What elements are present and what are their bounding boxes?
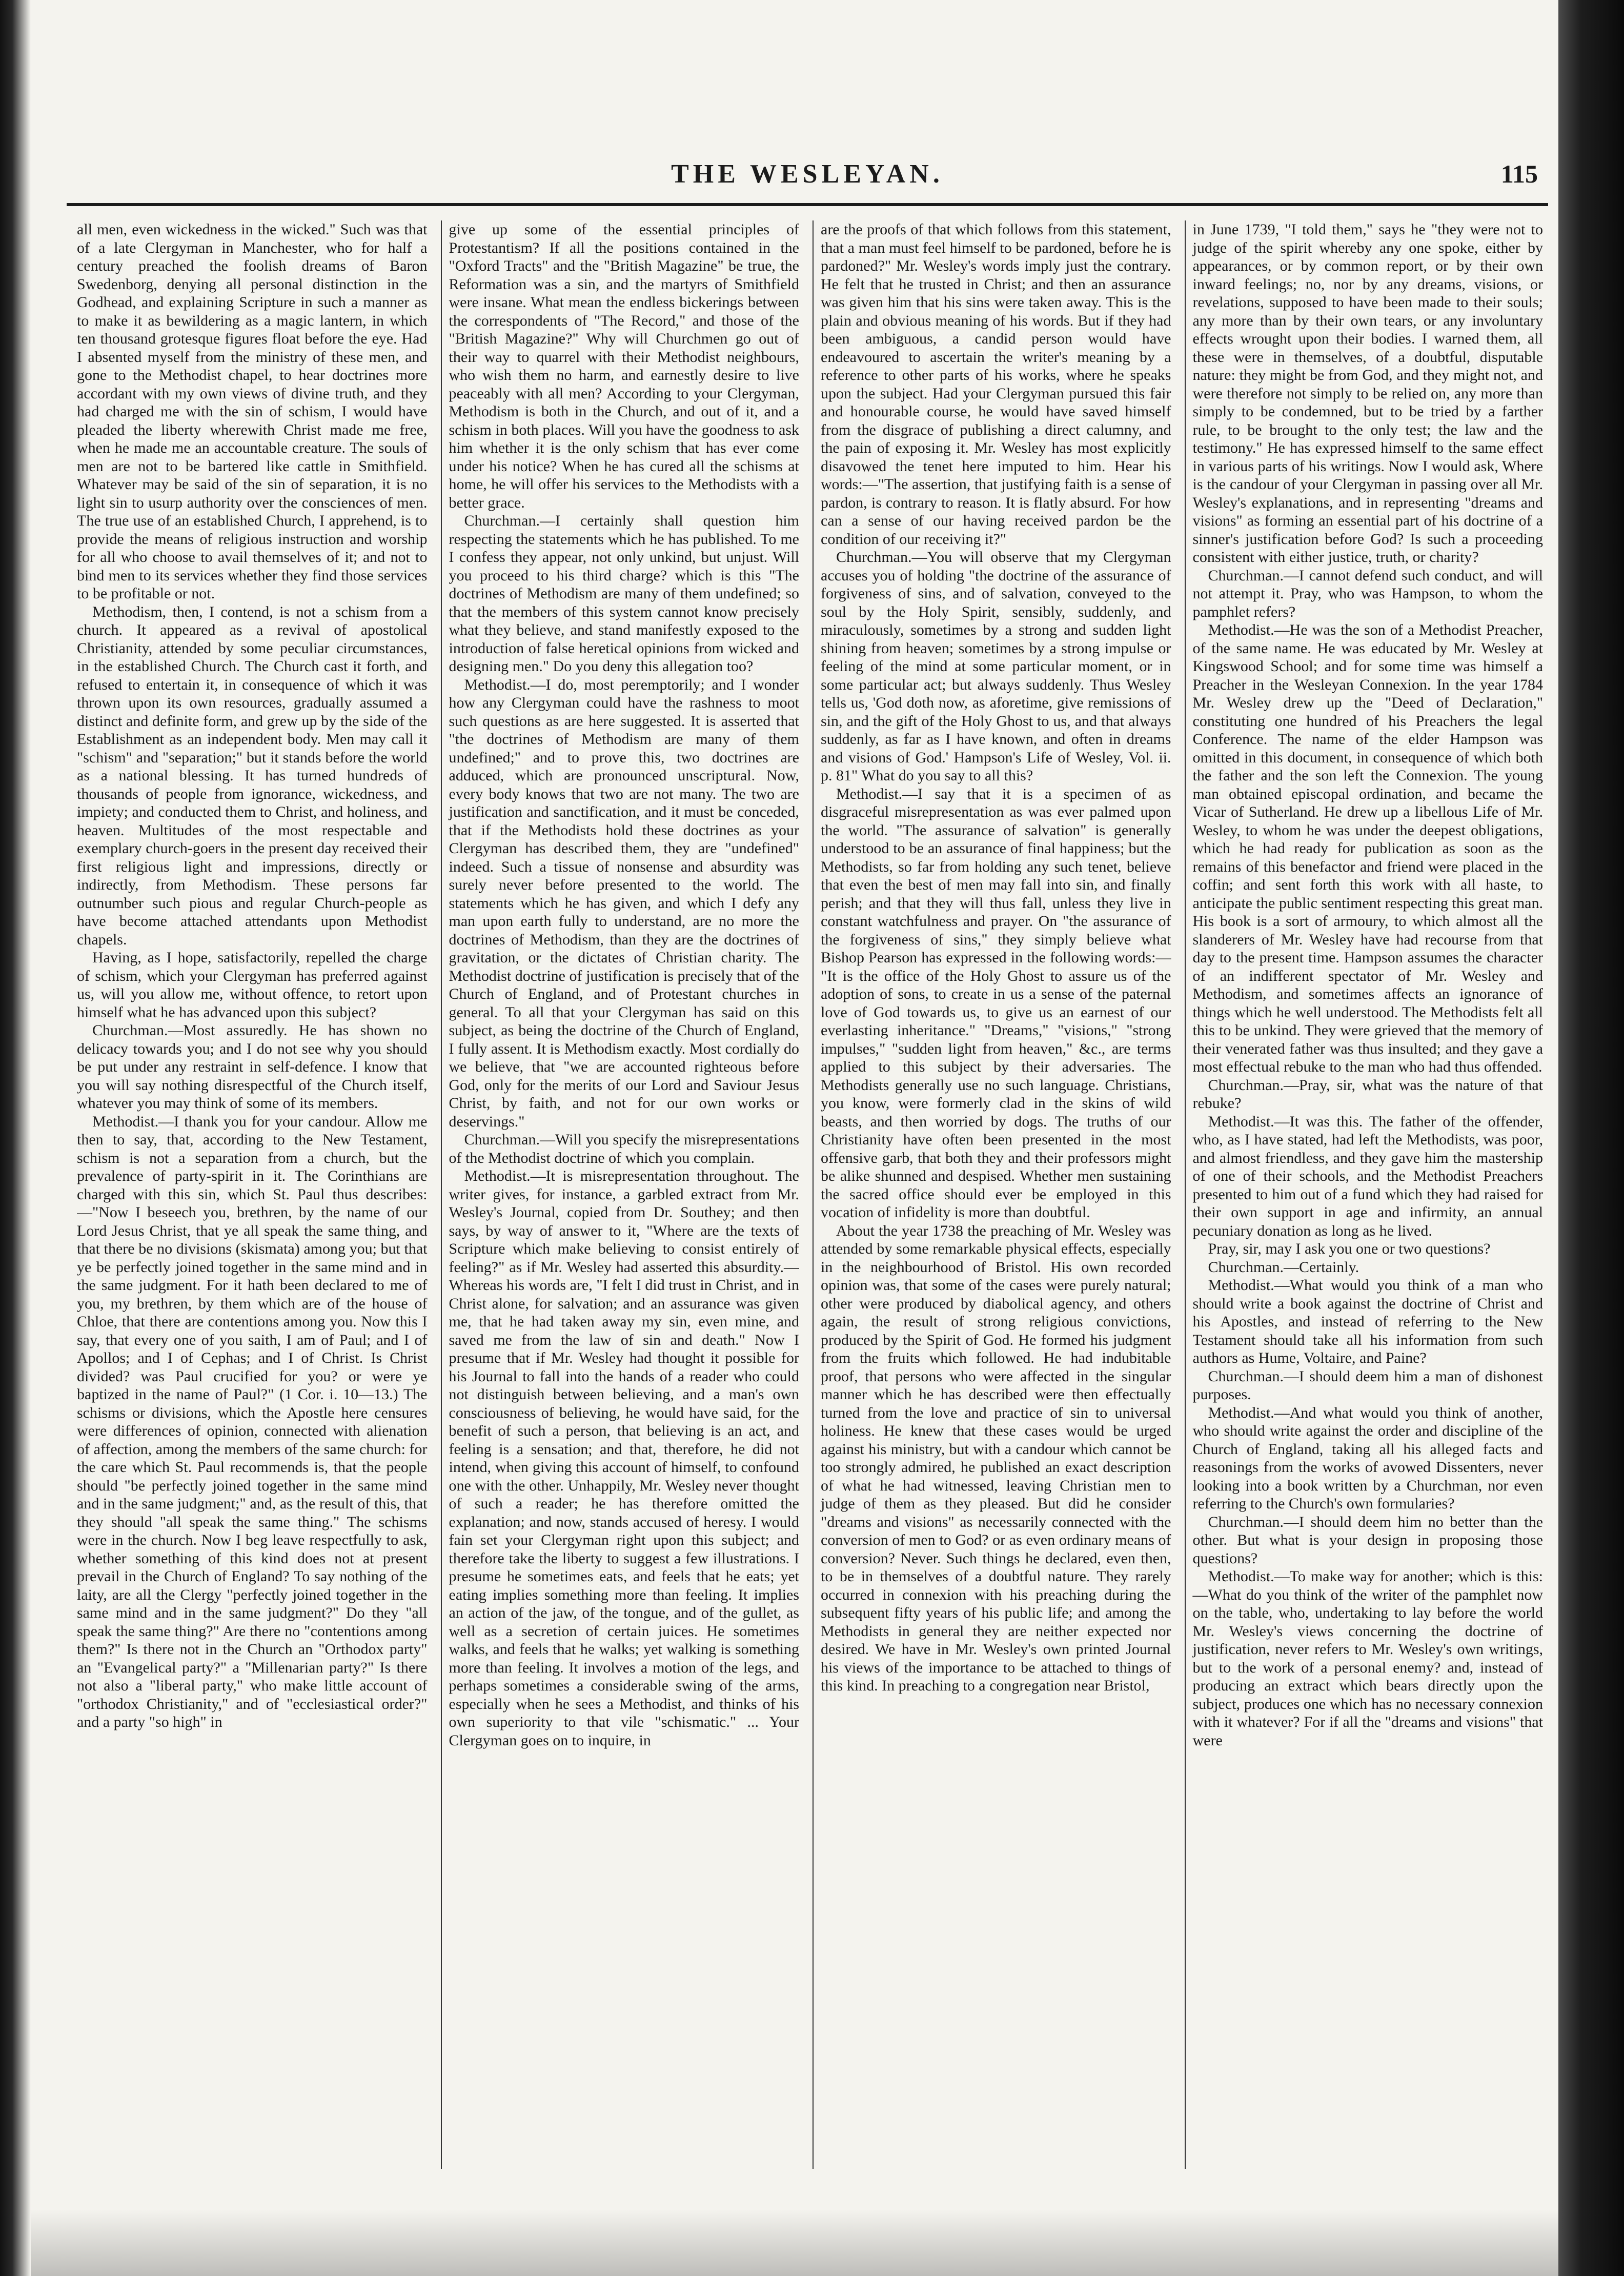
paragraph: Churchman.—Most assuredly. He has shown no delicacy towards you; and I do not see why you should be put under any restraint in self-defence. I know that you will say nothing disrespectful of the Church itself, whatever you may think of some of its members. — [77, 1022, 428, 1112]
paragraph: are the proofs of that which follows from this statement, that a man must feel himself to be pardoned, before he is pardoned?" Mr. Wesley's words imply just the contrary. He felt that he trusted in Christ; and then an assurance was given him that his sins were taken away. This is the plain and obvious meaning of his words. But if they had been ambiguous, a candid person would have endeavoured to ascertain the writer's meaning by a reference to other parts of his works, where he speaks upon the subject. Had your Clergyman pursued this fair and honourable course, he would have saved himself from the disgrace of publishing a direct calumny, and the pain of exposing it. Mr. Wesley has most explicitly disavowed the tenet here imputed to him. Hear his words:—"The assertion, that justifying faith is a sense of pardon, is contrary to reason. It is flatly absurd. For how can a sense of our having received pardon be the condition of our receiving it?" — [821, 221, 1171, 548]
page-header — [67, 154, 1548, 200]
paragraph: Methodist.—I do, most peremptorily; and I wonder how any Clergyman could have the rashness to moot such questions as are here suggested. It is asserted that "the doctrines of Methodism are many of them undefined;" and to prove this, two doctrines are adduced, which are pronounced unscriptural. Now, every body knows that two are not many. The two are justification and sanctification, and it must be conceded, that if the Methodists hold these doctrines as your Clergyman has described them, they are "undefined" indeed. Such a tissue of nonsense and absurdity was surely never before presented to the world. The statements which he has given, and which I defy any man upon earth fully to understand, are no more the doctrines of Methodism, than they are the doctrines of gravitation, or the dictates of Christian charity. The Methodist doctrine of justification is precisely that of the Church of England, and of Protestant churches in general. To all that your Clergyman has said on this subject, as being the doctrine of the Church of England, I fully assent. It is Methodism exactly. Most cordially do we believe, that "we are accounted righteous before God, only for the merits of our Lord and Saviour Jesus Christ, by faith, and not for our own works or deservings." — [449, 676, 799, 1130]
running-title: THE WESLEYAN. — [671, 159, 944, 189]
paragraph: all men, even wickedness in the wicked." Such was that of a late Clergyman in Manchester, who for half a century preached the foolish dreams of Baron Swedenborg, denying all personal distinction in the Godhead, and explaining Scripture in such a manner as to make it as bewildering as a magic lantern, in which ten thousand grotesque figures float before the eye. Had I absented myself from the ministry of these men, and gone to the Methodist chapel, to hear doctrines more accordant with my own views of divine truth, and they had charged me with the sin of schism, I would have pleaded the liberty wherewith Christ made me free, when he made me an accountable creature. The souls of men are not to be bartered like cattle in Smithfield. Whatever may be said of the sin of separation, it is no light sin to usurp authority over the consciences of men. The true use of an established Church, I apprehend, is to provide the means of religious instruction and worship for all who choose to avail themselves of it; and not to bind men to its services whether they find those services to be profitable or not. — [77, 221, 428, 602]
paragraph: Methodist.—I say that it is a specimen of as disgraceful misrepresentation as was ever palmed upon the world. "The assurance of salvation" is generally understood to be an assurance of final happiness; but the Methodists, so far from holding any such tenet, believe that even the best of men may fall into sin, and finally perish; and that they will thus fall, unless they live in constant watchfulness and prayer. On "the assurance of the forgiveness of sins," they simply believe what Bishop Pearson has expressed in the following words:— "It is the office of the Holy Ghost to assure us of the adoption of sons, to create in us a sense of the paternal love of God towards us, to give us an earnest of our everlasting inheritance." "Dreams," "visions," "strong impulses," "sudden light from heaven," &c., are terms applied to this subject by their adversaries. The Methodists generally use no such language. Christians, you know, were formerly clad in the skins of wild beasts, and then worried by dogs. The truths of our Christianity have often been presented in the most offensive garb, that both they and their professors might be alike shunned and despised. Whether men sustaining the sacred office should ever be employed in this vocation of infidelity is more than doubtful. — [821, 785, 1171, 1221]
paragraph: Having, as I hope, satisfactorily, repelled the charge of schism, which your Clergyman has preferred against us, will you allow me, without offence, to retort upon himself what he has advanced upon this subject? — [77, 949, 428, 1021]
paragraph: give up some of the essential principles of Protestantism? If all the positions contained in the "Oxford Tracts" and the "British Magazine" be true, the Reformation was a sin, and the martyrs of Smithfield were insane. What mean the endless bickerings between the correspondents of "The Record," and those of the "British Magazine?" Why will Churchmen go out of their way to quarrel with their Methodist neighbours, who wish them no harm, and earnestly desire to live peaceably with all men? According to your Clergyman, Methodism is both in the Church, and out of it, and a schism in both places. Will you have the goodness to ask him whether it is the only schism that has ever come under his notice? When he has cured all the schisms at home, he will offer his services to the Methodists with a better grace. — [449, 221, 799, 511]
paragraph: Methodist.—And what would you think of another, who should write against the order and discipline of the Church of England, taking all his alleged facts and reasonings from the works of avowed Dissenters, never looking into a book written by a Churchman, nor even referring to the Church's own formularies? — [1192, 1404, 1543, 1512]
paragraph: Churchman.—Pray, sir, what was the nature of that rebuke? — [1192, 1076, 1543, 1112]
page-bottom-shadow — [31, 2210, 1558, 2276]
paragraph: Methodism, then, I contend, is not a schism from a church. It appeared as a revival of apostolical Christianity, attended by some peculiar circumstances, in the established Church. The Church cast it forth, and refused to entertain it, in consequence of which it was thrown upon its own resources, gradually assumed a distinct and definite form, and grew up by the side of the Establishment as an independent body. Men may call it "schism" and "separation;" but it stands before the world as a national blessing. It has turned hundreds of thousands of people from ignorance, wickedness, and impiety; and conducted them to Christ, and holiness, and heaven. Multitudes of the most respectable and exemplary church-goers in the present day received their first religious light and impressions, directly or indirectly, from Methodism. These persons far outnumber such pious and regular Church-people as have become attached attendants upon Methodist chapels. — [77, 603, 428, 948]
paragraph: in June 1739, "I told them," says he "they were not to judge of the spirit whereby any one spoke, either by appearances, or by common report, or by their own inward feelings; no, nor by any dreams, visions, or revelations, supposed to have been made to their souls; any more than by their own tears, or any involuntary effects wrought upon their bodies. I warned them, all these were in themselves, of a doubtful, disputable nature: they might be from God, and they might not, and were therefore not simply to be relied on, any more than simply to be condemned, but to be tried by a farther rule, to be brought to the only test; the law and the testimony." He has expressed himself to the same effect in various parts of his writings. Now I would ask, Where is the candour of your Clergyman in passing over all Mr. Wesley's explanations, and in representing "dreams and visions" as forming an essential part of his doctrine of a sinner's justification before God? Is such a proceeding consistent with either justice, truth, or charity? — [1192, 221, 1543, 566]
paragraph: About the year 1738 the preaching of Mr. Wesley was attended by some remarkable physical effects, especially in the neighbourhood of Bristol. His own recorded opinion was, that some of the cases were purely natural; other were produced by diabolical agency, and others again, the result of strong religious convictions, produced by the Spirit of God. He formed his judgment from the fruits which followed. He had indubitable proof, that persons who were affected in the singular manner which he has described were then effectually turned from the love and practice of sin to universal holiness. He knew that these cases would be urged against his ministry, but with a candour which cannot be too strongly admired, he published an exact description of what he had witnessed, leaving Christian men to judge of them as they pleased. But did he consider "dreams and visions" as necessarily connected with the conversion of men to God? or as even ordinary means of conversion? Never. Such things he declared, even then, to be in themselves of a doubtful nature. They rarely occurred in connexion with his preaching during the subsequent fifty years of his public life; and among the Methodists in general they are neither expected nor desired. We have in Mr. Wesley's own printed Journal his views of the importance to be attached to things of this kind. In preaching to a congregation near Bristol, — [821, 1222, 1171, 1694]
column-4 — [1185, 220, 1544, 2169]
paragraph: Pray, sir, may I ask you one or two questions? — [1208, 1240, 1491, 1257]
book-gutter-shadow — [0, 0, 31, 2276]
page-edge-shadow — [1558, 0, 1624, 2276]
paragraph: Methodist.—I thank you for your candour. Allow me then to say, that, according to the New Testament, schism is not a separation from a church, but the prevalence of party-spirit in it. The Corinthians are charged with this sin, which St. Paul thus describes:—"Now I beseech you, brethren, by the name of our Lord Jesus Christ, that ye all speak the same thing, and that there be no divisions (skismata) among you; but that ye be perfectly joined together in the same mind and in the same judgment. For it hath been declared to me of you, my brethren, by them which are of the house of Chloe, that there are contentions among you. Now this I say, that every one of you saith, I am of Paul; and I of Apollos; and I of Cephas; and I of Christ. Is Christ divided? was Paul crucified for you? or were ye baptized in the name of Paul?" (1 Cor. i. 10—13.) The schisms or divisions, which the Apostle here censures were differences of opinion, connected with alienation of affection, among the members of the same church: for the care which St. Paul recommends is, that the people should "be perfectly joined together in the same mind and in the same judgment;" and, as the result of this, that they should "all speak the same thing." The schisms were in the church. Now I beg leave respectfully to ask, whether something of this kind does not at present prevail in the Church of England? To say nothing of the laity, are all the Clergy "perfectly joined together in the same mind and in the same judgment?" Do they "all speak the same thing?" Are there no "contentions among them?" Is there not in the Church an "Orthodox party" an "Evangelical party?" a "Millenarian party?" Is there not also a "liberal party," who make little account of "orthodox Christianity," and of "ecclesiastical order?" and a party "so high" in — [77, 1113, 428, 1730]
paragraph: Churchman.—I cannot defend such conduct, and will not attempt it. Pray, who was Hampson, to whom the pamphlet refers? — [1192, 567, 1543, 620]
column-2 — [441, 220, 800, 2169]
paragraph: Methodist.—It was this. The father of the offender, who, as I have stated, had left the Methodists, was poor, and almost friendless, and they gave him the mastership of one of their schools, and the Methodist Preachers presented to him out of a fund which they had raised for their own support in age and infirmity, an annual pecuniary donation as long as he lived. — [1192, 1113, 1543, 1239]
header-rule — [67, 203, 1548, 206]
paragraph: Churchman.—Will you specify the misrepresentations of the Methodist doctrine of which you complain. — [449, 1131, 799, 1166]
paragraph: Methodist.—What would you think of a man who should write a book against the doctrine of Christ and his Apostles, and instead of referring to the New Testament should take all his information from such authors as Hume, Voltaire, and Paine? — [1192, 1277, 1543, 1366]
text-columns — [77, 220, 1543, 2169]
paragraph: Methodist.—It is misrepresentation throughout. The writer gives, for instance, a garbled extract from Mr. Wesley's Journal, copied from Dr. Southey; and then says, by way of answer to it, "Where are the texts of Scripture which make believing to consist entirely of feeling?" as if Mr. Wesley had asserted this absurdity.— Whereas his words are, "I felt I did trust in Christ, and in Christ alone, for salvation; and an assurance was given me, that he had taken away my sin, even mine, and saved me from the law of sin and death." Now I presume that if Mr. Wesley had thought it possible for his Journal to fall into the hands of a reader who could not distinguish between believing, and a man's own consciousness of believing, he would have said, for the benefit of such a person, that believing is an act, and feeling is a sensation; and that, therefore, he did not intend, when giving this account of himself, to confound one with the other. Unhappily, Mr. Wesley never thought of such a reader; he has therefore omitted the explanation; and now, stands accused of heresy. I would fain set your Clergyman right upon this subject; and therefore take the liberty to suggest a few illustrations. I presume he sometimes eats, and feels that he eats; yet eating implies something more than feeling. It implies an action of the jaw, of the tongue, and of the gullet, as well as a secretion of certain juices. He sometimes walks, and feels that he walks; yet walking is something more than feeling. It involves a motion of the legs, and perhaps sometimes a considerable swing of the arms, especially when he sees a Methodist, and thinks of his own superiority to that vile "schismatic." ... Your Clergyman goes on to inquire, in — [449, 1167, 799, 1749]
paragraph: Churchman.—Certainly. — [1208, 1258, 1359, 1276]
paragraph: Churchman.—I should deem him a man of dishonest purposes. — [1192, 1367, 1543, 1403]
column-3 — [813, 220, 1171, 2169]
page-number: 115 — [1500, 159, 1538, 188]
column-1 — [77, 220, 428, 2169]
paragraph: Churchman.—I certainly shall question him respecting the statements which he has published. To me I confess they appear, not only unkind, but unjust. Will you proceed to his third charge? which is this "The doctrines of Methodism are many of them undefined; so that the members of this system cannot know precisely what they believe, and stand manifestly exposed to the introduction of false heretical opinions from wicked and designing men." Do you deny this allegation too? — [449, 512, 799, 675]
paragraph: Churchman.—I should deem him no better than the other. But what is your design in proposing those questions? — [1192, 1513, 1543, 1567]
paragraph: Churchman.—You will observe that my Clergyman accuses you of holding "the doctrine of the assurance of forgiveness of sins, and of salvation, conveyed to the soul by the Holy Spirit, sensibly, suddenly, and miraculously, sometimes by a strong and sudden light shining from heaven; sometimes by a strong impulse or feeling of the mind at some particular moment, or in some particular act; but always suddenly. Thus Wesley tells us, 'God doth now, as aforetime, give remissions of sin, and the gift of the Holy Ghost to us, and that always suddenly, as far as I have known, and often in dreams and visions of God.' Hampson's Life of Wesley, Vol. ii. p. 81" What do you say to all this? — [821, 549, 1171, 784]
paragraph: Methodist.—To make way for another; which is this:—What do you think of the writer of the pamphlet now on the table, who, undertaking to lay before the world Mr. Wesley's views concerning the doctrine of justification, never refers to Mr. Wesley's own writings, but to the work of a personal enemy? and, instead of producing an extract which bears directly upon the subject, produces one which has no necessary connexion with it whatever? For if all the "dreams and visions" that were — [1192, 1568, 1543, 1749]
paragraph: Methodist.—He was the son of a Methodist Preacher, of the same name. He was educated by Mr. Wesley at Kingswood School; and for some time was himself a Preacher in the Wesleyan Connexion. In the year 1784 Mr. Wesley drew up the "Deed of Declaration," constituting one hundred of his Preachers the legal Conference. The name of the elder Hampson was omitted in this document, in consequence of which both the father and the son left the Connexion. The young man obtained episcopal ordination, and became the Vicar of Sutherland. He drew up a libellous Life of Mr. Wesley, to whom he was under the deepest obligations, which he had ready for publication as soon as the remains of this benefactor and friend were placed in the coffin; and sent forth this work with all haste, to anticipate the public sentiment respecting this great man. His book is a sort of armoury, to which almost all the slanderers of Mr. Wesley have had recourse from that day to the present time. Hampson assumes the character of an indifferent spectator of Mr. Wesley and Methodism, and sometimes affects an ignorance of things which he well understood. The Methodists felt all this to be unkind. They were grieved that the memory of their venerated father was thus insulted; and they gave a most effectual rebuke to the man who had thus offended. — [1192, 621, 1543, 1075]
